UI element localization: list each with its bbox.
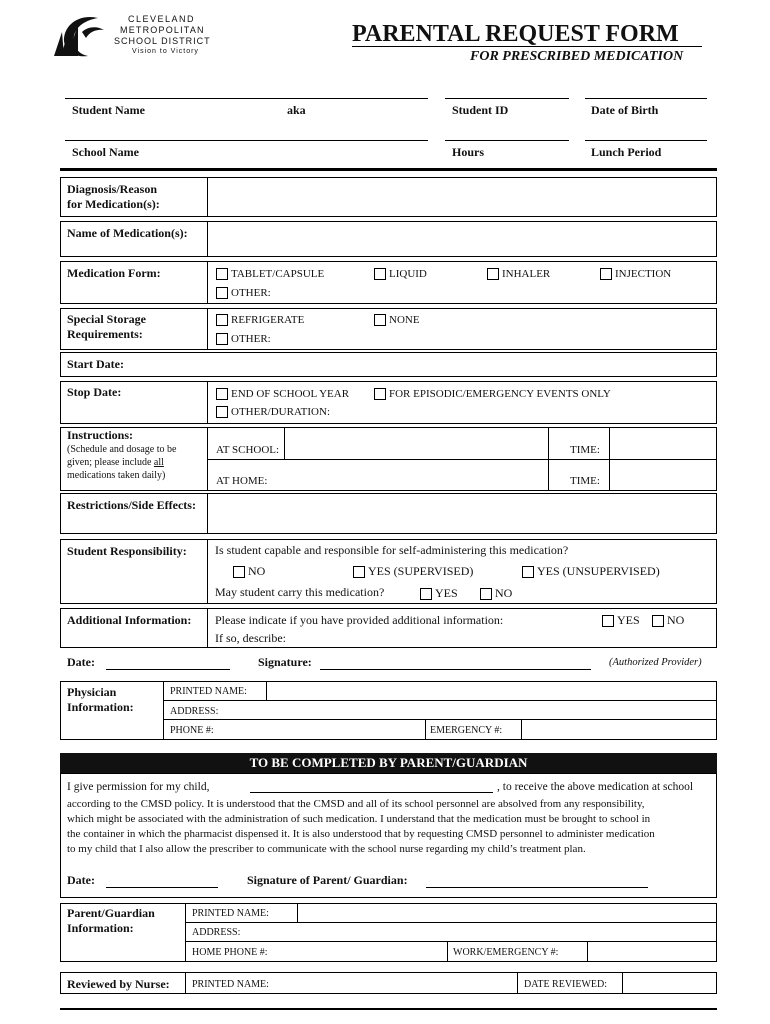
lunch-line: [585, 140, 707, 141]
medication-form-label: Medication Form:: [67, 266, 161, 280]
physician-label-2: Information:: [67, 700, 134, 714]
parent-name-divider: [297, 903, 298, 922]
parent-date-label: Date:: [67, 873, 95, 887]
parent-info-label-2: Information:: [67, 921, 134, 935]
option-storage-none[interactable]: [374, 313, 420, 327]
option-label: REFRIGERATE: [231, 314, 305, 326]
checkbox[interactable]: [522, 566, 534, 578]
at-home-label: AT HOME:: [216, 475, 268, 487]
checkbox[interactable]: [216, 314, 228, 326]
option-label: YES (UNSUPERVISED): [537, 564, 660, 578]
nurse-label: Reviewed by Nurse:: [67, 977, 170, 991]
physician-printed-name-label: PRINTED NAME:: [170, 686, 247, 697]
option-inhaler[interactable]: [487, 267, 550, 281]
parent-row-line-1: [185, 922, 717, 923]
option-end-of-year[interactable]: [216, 387, 349, 401]
option-label: NO: [495, 586, 513, 600]
consent-line-2: according to the CMSD policy. It is understood that the CMSD and all of its school personnel are absolved from any responsibility,: [67, 798, 645, 810]
checkbox[interactable]: [216, 406, 228, 418]
storage-divider: [207, 308, 208, 350]
checkbox[interactable]: [600, 268, 612, 280]
stop-date-label: Stop Date:: [67, 385, 122, 399]
physician-address-label: ADDRESS:: [170, 706, 219, 717]
student-name-label: Student Name: [72, 103, 146, 117]
work-phone-label: WORK/EMERGENCY #:: [453, 947, 559, 958]
option-episodic[interactable]: [374, 387, 611, 401]
option-carry-yes[interactable]: [420, 586, 458, 600]
home-time-label: TIME:: [570, 475, 600, 487]
aka-label: aka: [287, 103, 306, 117]
stop-date-divider: [207, 381, 208, 424]
option-liquid[interactable]: [374, 267, 427, 281]
nurse-date-divider: [622, 972, 623, 994]
medication-name-label: Name of Medication(s):: [67, 226, 188, 240]
provider-date-label: Date:: [67, 655, 95, 669]
physician-phone-divider: [425, 719, 426, 740]
bottom-rule: [60, 1008, 717, 1010]
dob-line: [585, 98, 707, 99]
instructions-note-3: medications taken daily): [67, 470, 166, 481]
form-subtitle: FOR PRESCRIBED MEDICATION: [470, 49, 684, 64]
org-line-1: CLEVELAND: [128, 14, 196, 24]
org-line-3: SCHOOL DISTRICT: [114, 36, 211, 46]
restrictions-divider: [207, 493, 208, 534]
nurse-printed-name-label: PRINTED NAME:: [192, 979, 269, 990]
home-phone-label: HOME PHONE #:: [192, 947, 268, 958]
provider-date-line[interactable]: [106, 669, 230, 670]
physician-phone-label: PHONE #:: [170, 725, 214, 736]
checkbox[interactable]: [216, 388, 228, 400]
checkbox[interactable]: [216, 268, 228, 280]
student-id-line: [445, 98, 569, 99]
school-name-label: School Name: [72, 145, 139, 159]
banner-text: TO BE COMPLETED BY PARENT/GUARDIAN: [249, 755, 528, 770]
section-divider: [60, 168, 717, 171]
option-injection[interactable]: [600, 267, 671, 281]
hours-line: [445, 140, 569, 141]
option-storage-other[interactable]: [216, 332, 271, 346]
lunch-label: Lunch Period: [591, 145, 662, 159]
org-line-2: METROPOLITAN: [120, 25, 205, 35]
hours-label: Hours: [452, 145, 485, 159]
storage-label-1: Special Storage: [67, 312, 146, 326]
consent-line-1: [67, 780, 209, 795]
checkbox[interactable]: [420, 588, 432, 600]
restrictions-field[interactable]: [209, 495, 715, 532]
at-school-divider: [284, 427, 285, 459]
option-label: TABLET/CAPSULE: [231, 268, 325, 280]
instructions-mid-line: [207, 459, 717, 460]
parent-printed-name-label: PRINTED NAME:: [192, 908, 269, 919]
parent-label-divider: [185, 903, 186, 962]
option-additional-yes[interactable]: [602, 613, 640, 627]
option-tablet-capsule[interactable]: [216, 267, 324, 281]
parent-info-label-1: Parent/Guardian: [67, 906, 155, 920]
physician-label-divider: [163, 681, 164, 740]
nurse-name-divider: [517, 972, 518, 994]
option-label: NO: [667, 613, 685, 627]
start-date-label: Start Date:: [67, 357, 124, 371]
checkbox[interactable]: [374, 388, 386, 400]
checkbox[interactable]: [353, 566, 365, 578]
parent-row-line-2: [185, 941, 717, 942]
provider-signature-line[interactable]: [320, 669, 591, 670]
option-label: OTHER:: [231, 333, 271, 345]
start-date-row: [60, 352, 717, 377]
option-resp-unsupervised[interactable]: [522, 564, 660, 578]
option-label: FOR EPISODIC/EMERGENCY EVENTS ONLY: [389, 388, 611, 400]
medication-name-field[interactable]: [209, 223, 715, 255]
option-label: OTHER:: [231, 287, 271, 299]
consent-text: I give permission for my child,: [67, 781, 210, 793]
additional-info-divider: [207, 608, 208, 648]
carry-question: May student carry this medication?: [215, 585, 385, 599]
checkbox[interactable]: [216, 287, 228, 299]
diagnosis-divider: [207, 177, 208, 217]
logo-emblem-icon: [52, 12, 112, 60]
checkbox[interactable]: [374, 314, 386, 326]
diagnosis-label-2: for Medication(s):: [67, 197, 160, 211]
checkbox[interactable]: [233, 566, 245, 578]
checkbox[interactable]: [487, 268, 499, 280]
physician-name-divider: [266, 681, 267, 700]
parent-phone-divider: [447, 941, 448, 962]
storage-label-2: Requirements:: [67, 327, 143, 341]
school-time-label: TIME:: [570, 444, 600, 456]
option-resp-no[interactable]: [233, 564, 265, 578]
parent-date-line[interactable]: [106, 887, 218, 888]
additional-info-label: Additional Information:: [67, 613, 192, 627]
additional-info-describe: If so, describe:: [215, 631, 286, 645]
option-label: YES (SUPERVISED): [368, 564, 474, 578]
child-name-line[interactable]: [250, 792, 493, 793]
student-name-line: [65, 98, 428, 99]
additional-info-question: Please indicate if you have provided additional information:: [215, 613, 504, 627]
district-logo: [52, 12, 212, 60]
instructions-label: Instructions:: [67, 428, 134, 442]
school-time-divider: [548, 427, 549, 491]
responsibility-label: Student Responsibility:: [67, 544, 187, 558]
option-other-duration[interactable]: [216, 405, 330, 419]
org-tagline: Vision to Victory: [132, 48, 199, 55]
option-label: LIQUID: [389, 268, 427, 280]
checkbox[interactable]: [216, 333, 228, 345]
option-label: NO: [248, 564, 266, 578]
consent-line-3: which might be associated with the administration of such medication. I understand that the medication must be brought to school in: [67, 813, 651, 825]
option-form-other[interactable]: [216, 286, 271, 300]
option-carry-no[interactable]: [480, 586, 512, 600]
form-title: PARENTAL REQUEST FORM: [352, 21, 679, 47]
option-label: OTHER/DURATION:: [231, 406, 330, 418]
parent-signature-label: Signature of Parent/ Guardian:: [247, 873, 408, 887]
physician-emergency-label: EMERGENCY #:: [430, 725, 503, 736]
option-label: INHALER: [502, 268, 551, 280]
physician-row-line-2: [163, 719, 717, 720]
student-id-label: Student ID: [452, 103, 509, 117]
self-administer-question: Is student capable and responsible for self-administering this medication?: [215, 543, 569, 557]
physician-emergency-divider: [521, 719, 522, 740]
option-label: INJECTION: [615, 268, 672, 280]
parent-work-divider: [587, 941, 588, 962]
nurse-label-divider: [185, 972, 186, 994]
instructions-note-2: [67, 456, 164, 469]
parent-section-banner: [60, 753, 717, 773]
physician-label-1: Physician: [67, 685, 117, 699]
at-school-label: AT SCHOOL:: [216, 444, 280, 456]
option-additional-no[interactable]: [652, 613, 684, 627]
title-underline: [352, 46, 702, 47]
option-label: YES: [435, 586, 458, 600]
time-value-divider: [609, 427, 610, 491]
physician-row-line-1: [163, 700, 717, 701]
parent-address-label: ADDRESS:: [192, 927, 241, 938]
parent-info-table: [60, 903, 717, 962]
consent-line-4: the container in which the pharmacist dispensed it. It is also understood that by requesting CMSD personnel to administer medication: [67, 828, 655, 840]
authorized-provider-caption: (Authorized Provider): [609, 657, 702, 668]
diagnosis-field[interactable]: [209, 179, 715, 215]
medication-form-divider: [207, 261, 208, 304]
note-text: given; please include: [67, 457, 154, 468]
instructions-note-1: (Schedule and dosage to be: [67, 444, 177, 455]
option-resp-supervised[interactable]: [353, 564, 473, 578]
medication-name-divider: [207, 221, 208, 257]
option-label: NONE: [389, 314, 420, 326]
consent-line-5: to my child that I also allow the prescriber to communicate with the school nurse regarding my child’s treatment plan.: [67, 843, 586, 855]
diagnosis-label-1: Diagnosis/Reason: [67, 182, 158, 196]
parent-signature-line[interactable]: [426, 887, 648, 888]
option-label: YES: [617, 613, 640, 627]
dob-label: Date of Birth: [591, 103, 659, 117]
checkbox[interactable]: [652, 615, 664, 627]
responsibility-divider: [207, 539, 208, 604]
provider-signature-label: Signature:: [258, 655, 312, 669]
physician-info-table: [60, 681, 717, 740]
school-name-line: [65, 140, 428, 141]
checkbox[interactable]: [374, 268, 386, 280]
note-emphasis: all: [153, 457, 164, 468]
checkbox[interactable]: [480, 588, 492, 600]
date-reviewed-label: DATE REVIEWED:: [524, 979, 608, 990]
option-refrigerate[interactable]: [216, 313, 304, 327]
restrictions-label: Restrictions/Side Effects:: [67, 498, 196, 512]
checkbox[interactable]: [602, 615, 614, 627]
consent-line-1b: , to receive the above medication at school: [497, 781, 694, 793]
option-label: END OF SCHOOL YEAR: [231, 388, 350, 400]
